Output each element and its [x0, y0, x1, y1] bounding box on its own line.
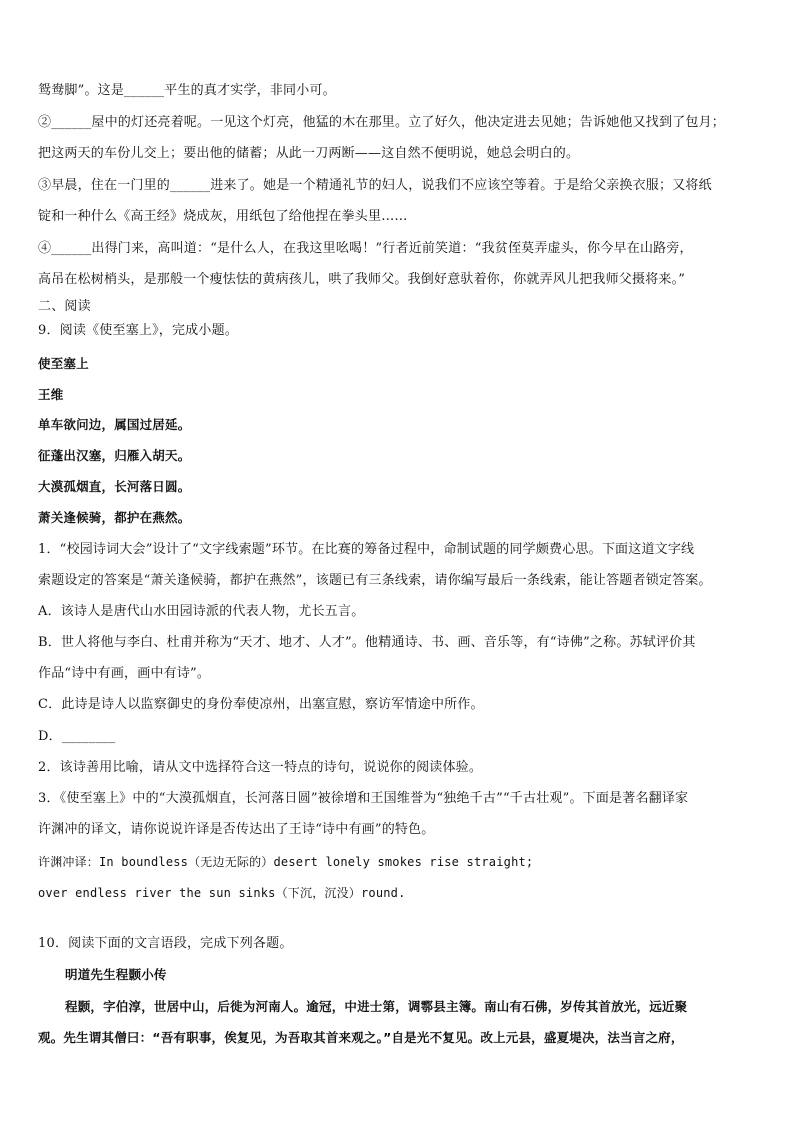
passage-title: 明道先生程颢小传 — [65, 967, 167, 982]
text-line: 高吊在松树梢头，是那般一个瘦怯怯的黄病孩儿，哄了我师父。我倒好意驮着你，你就弄风儿把我师父摄将来。” — [38, 272, 686, 287]
question-heading: 10．阅读下面的文言语段，完成下列各题。 — [38, 936, 293, 951]
option-d: D．________ — [38, 729, 116, 744]
text-line: 把这两天的车份儿交上；要出他的储蓄；从此一刀两断——这自然不便明说，她总会明白的。 — [38, 146, 580, 161]
poem-line: 征蓬出汉塞，归雁入胡天。 — [38, 448, 191, 463]
poem-line: 萧关逢候骑，都护在燕然。 — [38, 510, 191, 525]
text-line: 鸳鸯脚”。这是______平生的真才实学，非同小可。 — [38, 83, 336, 98]
question-text: 许渊冲的译文，请你说说许译是否传达出了王诗“诗中有画”的特色。 — [38, 822, 435, 837]
passage-line: 程颢，字伯淳，世居中山，后徙为河南人。逾冠，中进士第，调鄠县主簿。南山有石佛，岁传其首放光，远近聚 — [65, 999, 688, 1014]
translation-line: over endless river the sun sinks（下沉，沉没）round. — [38, 886, 406, 900]
text-line: ④______出得门来，高叫道：“是什么人，在我这里吆喝！”行者近前笑道：“我贫侄莫弄虚头，你今早在山路旁， — [38, 241, 693, 256]
option-a: A．该诗人是唐代山水田园诗派的代表人物，尤长五言。 — [38, 604, 365, 619]
text-line: ③早晨，住在一门里的______进来了。她是一个精通礼节的妇人，说我们不应该空等着。于是给父亲换衣服；又将纸 — [38, 178, 712, 193]
question-text: 3．《使至塞上》中的“大漠孤烟直，长河落日圆”被徐增和王国维誉为“独绝千古”“千古壮观”。下面是著名翻译家 — [38, 791, 689, 806]
section-heading: 二、阅读 — [38, 299, 91, 314]
text-line: 锭和一种什么《高王经》烧成灰，用纸包了给他捏在拳头里…… — [38, 209, 408, 224]
option-b: B．世人将他与李白、杜甫并称为“天才、地才、人才”。他精通诗、书、画、音乐等，有“诗佛”之称。苏轼评价其 — [38, 635, 696, 650]
option-c: C．此诗是诗人以监察御史的身份奉使凉州，出塞宣慰，察访军情途中所作。 — [38, 697, 484, 712]
question-heading: 9．阅读《使至塞上》，完成小题。 — [38, 323, 238, 338]
passage-line: 观。先生谓其僧曰：“吾有职事，俟复见，为吾取其首来观之。”自是光不复见。改上元县，盛夏堤决，法当言之府， — [38, 1030, 684, 1045]
question-text: 2．该诗善用比喻，请从文中选择符合这一特点的诗句，说说你的阅读体验。 — [38, 760, 483, 775]
text-line: ②______屋中的灯还亮着呢。一见这个灯亮，他猛的木在那里。立了好久，他决定进去见她；告诉她他又找到了包月； — [38, 115, 726, 130]
poem-title: 使至塞上 — [38, 356, 89, 371]
translation-line: 许渊冲译：In boundless（无边无际的）desert lonely smokes rise straight; — [38, 855, 534, 869]
poem-author: 王维 — [38, 387, 64, 402]
question-text: 索题设定的答案是“萧关逢候骑，都护在燕然”，该题已有三条线索，请你编写最后一条线索，能让答题者锁定答案。 — [38, 573, 712, 588]
question-text: 1．“校园诗词大会”设计了“文字线索题”环节。在比赛的筹备过程中，命制试题的同学颇费心思。下面这道文字线 — [38, 542, 695, 557]
poem-line: 单车欲问边，属国过居延。 — [38, 417, 191, 432]
option-b-cont: 作品“诗中有画，画中有诗”。 — [38, 666, 211, 681]
poem-line: 大漠孤烟直，长河落日圆。 — [38, 479, 191, 494]
